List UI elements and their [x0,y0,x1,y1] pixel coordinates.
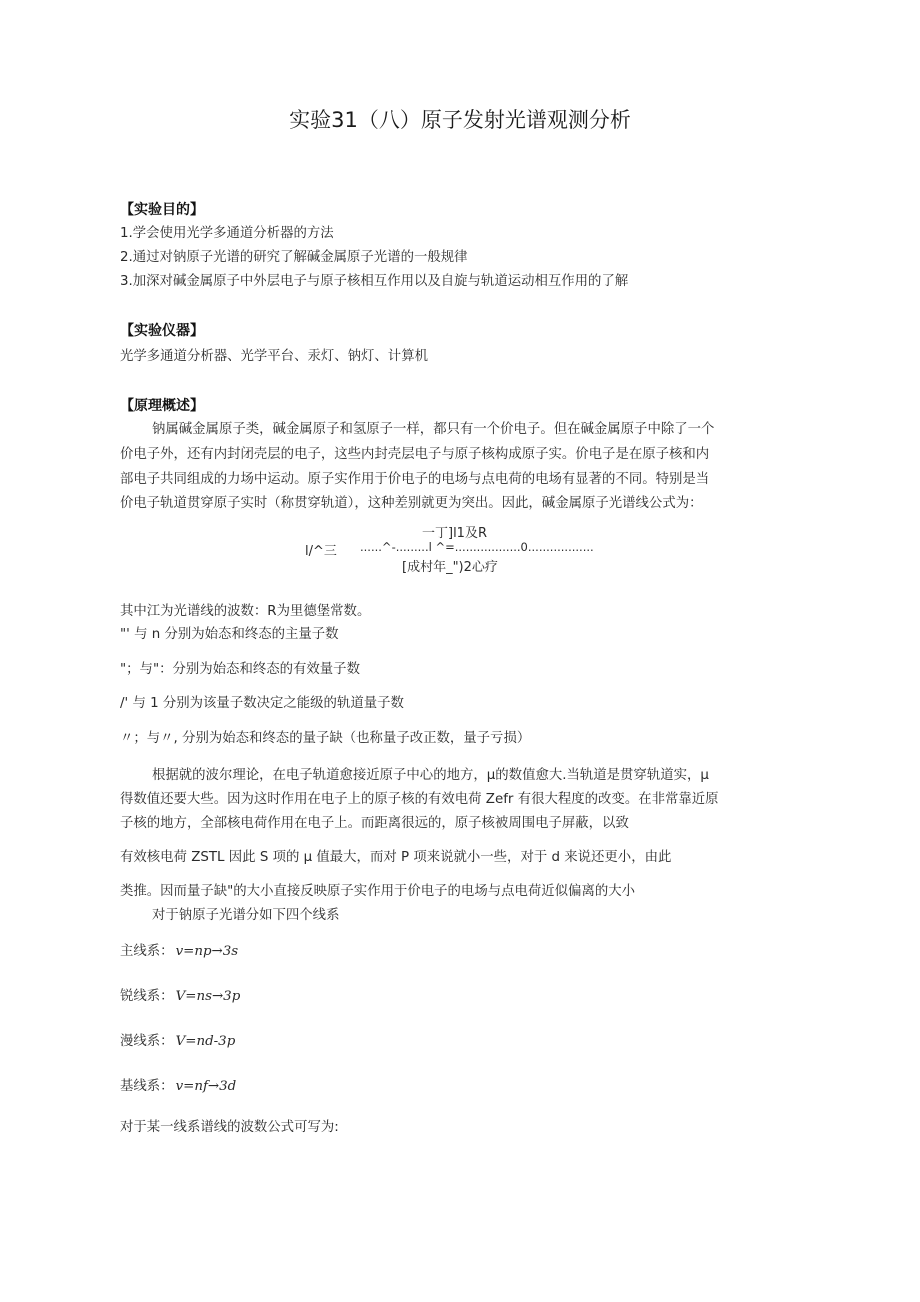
principle-paragraph-line: 子核的地方，全部核电荷作用在电子上。而距离很远的，原子核被周围电子屏蔽，以致 [120,816,629,831]
series-line-principal [120,940,238,959]
formula-middle: ......^-.........l ^=..................0.................. [360,540,594,554]
formula-denominator: [成村年_")2心疗 [402,560,498,575]
definition-line: 〃；与〃, 分别为始态和终态的量子缺（也称量子改正数，量子亏损） [120,731,531,746]
series-line-sharp [120,985,240,1004]
principle-paragraph-line: 钠属碱金属原子类，碱金属原子和氢原子一样，都只有一个价电子。但在碱金属原子中除了一个 [152,422,715,437]
principle-paragraph-line: 价电子轨道贯穿原子实时（称贯穿轨道），这种差别就更为突出。因此，碱金属原子光谱线公式为： [120,496,703,511]
principle-paragraph-line: 类推。因而量子缺"的大小直接反映原子实作用于价电子的电场与点电荷近似偏离的大小 [120,884,635,899]
formula-numerator: 一丁]l1及R [422,526,487,541]
purpose-item: 3.加深对碱金属原子中外层电子与原子核相互作用以及自旋与轨道运动相互作用的了解 [120,274,629,289]
series-label: 基线系： [120,1079,174,1094]
principle-paragraph-line: 得数值还要大些。因为这时作用在电子上的原子核的有效电荷 Zefr 有很大程度的改变。在非常靠近原 [120,792,719,807]
series-label: 锐线系： [120,989,174,1004]
series-label: 主线系： [120,944,174,959]
formula-left: l/^三 [305,544,337,559]
principle-paragraph-line: 有效核电荷 ZSTL 因此 S 项的 μ 值最大，而对 P 项来说就小一些，对于 d 来说还更小，由此 [120,850,672,865]
series-equation: V=ns→3p [175,989,241,1004]
instruments-text: 光学多通道分析器、光学平台、汞灯、钠灯、计算机 [120,349,428,364]
principle-paragraph-line: 根据就的波尔理论，在电子轨道愈接近原子中心的地方，μ的数值愈大.当轨道是贯穿轨道实，μ [152,768,709,783]
definition-line: /' 与 1 分别为该量子数决定之能级的轨道量子数 [120,696,404,711]
purpose-item: 1.学会使用光学多通道分析器的方法 [120,226,334,241]
series-line-diffuse [120,1030,235,1049]
purpose-item: 2.通过对钠原子光谱的研究了解碱金属原子光谱的一般规律 [120,250,468,265]
series-equation: v=np→3s [175,944,239,959]
page-title: 实验31（八）原子发射光谱观测分析 [289,108,631,132]
section-heading-instruments: 【实验仪器】 [120,323,204,339]
closing-line: 对于某一线系谱线的波数公式可写为: [120,1120,339,1135]
series-line-fundamental [120,1075,236,1094]
principle-paragraph-line: 部电子共同组成的力场中运动。原子实作用于价电子的电场与点电荷的电场有显著的不同。特别是当 [120,472,710,487]
section-heading-purpose: 【实验目的】 [120,202,204,218]
series-label: 漫线系： [120,1034,174,1049]
definition-line: "；与"：分别为始态和终态的有效量子数 [120,662,360,677]
section-heading-principle: 【原理概述】 [120,398,204,414]
series-equation: V=nd-3p [175,1034,236,1049]
principle-paragraph-line: 价电子外，还有内封闭壳层的电子，这些内封壳层电子与原子核构成原子实。价电子是在原子核和内 [120,447,710,462]
definition-line: 其中江为光谱线的波数：R为里德堡常数。 [120,604,371,619]
principle-paragraph-line: 对于钠原子光谱分如下四个线系 [152,908,340,923]
series-equation: v=nf→3d [175,1079,237,1094]
definition-line: "' 与 n 分别为始态和终态的主量子数 [120,627,339,642]
